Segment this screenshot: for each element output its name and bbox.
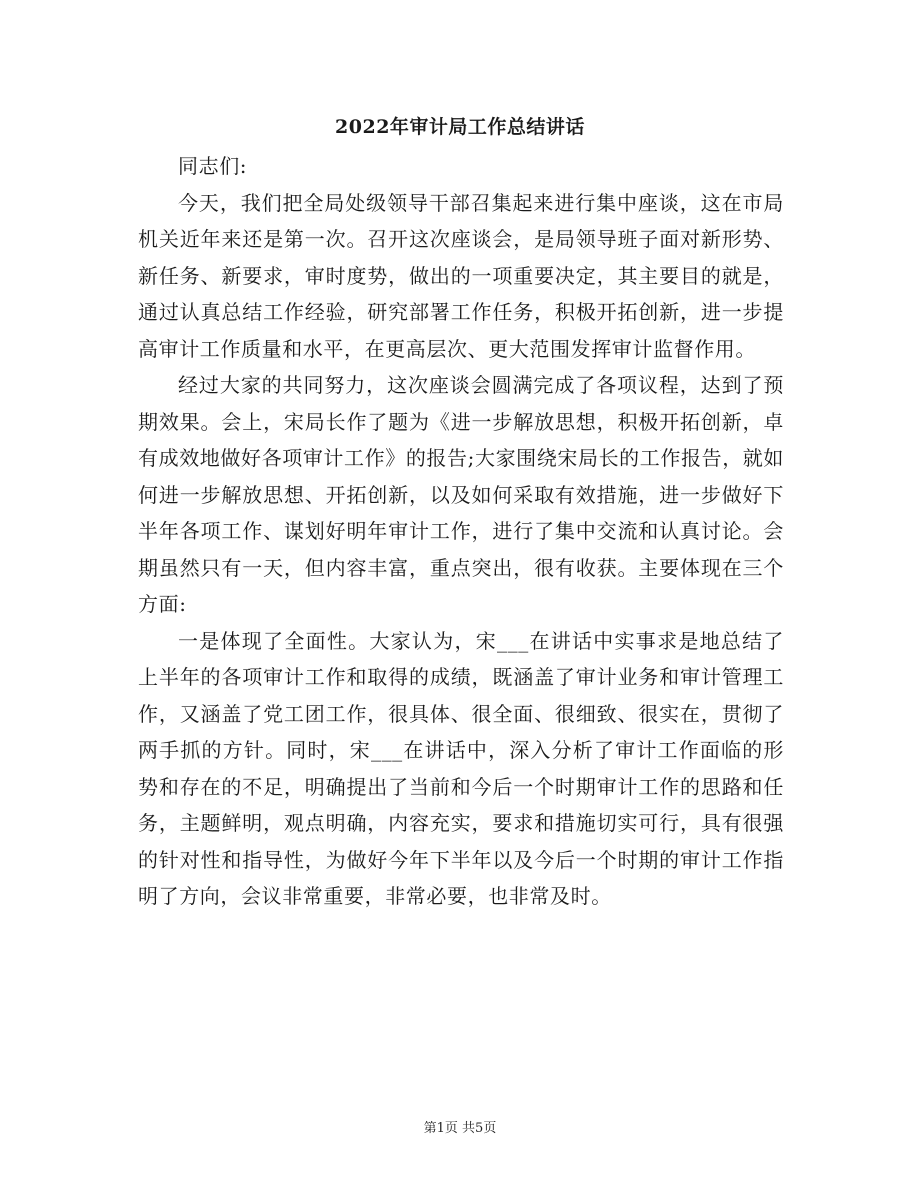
salutation: 同志们: (178, 154, 248, 178)
paragraph-1: 今天，我们把全局处级领导干部召集起来进行集中座谈，这在市局机关近年来还是第一次。召开这次座谈会，是局领导班子面对新形势、新任务、新要求，审时度势，做出的一项重要决定，其主要目的就是，通过认真总结工作经验，研究部署工作任务，积极开拓创新，进一步提高审计工作质量和水平，在更高层次、更大范围发挥审计监督作用。 (138, 190, 784, 361)
paragraph-2: 经过大家的共同努力，这次座谈会圆满完成了各项议程，达到了预期效果。会上，宋局长作了题为《进一步解放思想，积极开拓创新，卓有成效地做好各项审计工作》的报告;大家围绕宋局长的工作报告，就如何进一步解放思想、开拓创新，以及如何采取有效措施，进一步做好下半年各项工作、谋划好明年审计工作，进行了集中交流和认真讨论。会期虽然只有一天，但内容丰富，重点突出，很有收获。主要体现在三个方面: (138, 373, 784, 616)
document-title: 2022年审计局工作总结讲话 (335, 116, 585, 138)
page-number-footer: 第1页 共5页 (423, 1121, 497, 1136)
document-body (138, 148, 784, 915)
paragraph-3: 一是体现了全面性。大家认为，宋___在讲话中实事求是地总结了上半年的各项审计工作和取得的成绩，既涵盖了审计业务和审计管理工作，又涵盖了党工团工作，很具体、很全面、很细致、很实在，贯彻了两手抓的方针。同时，宋___在讲话中，深入分析了审计工作面临的形势和存在的不足，明确提出了当前和今后一个时期审计工作的思路和任务，主题鲜明，观点明确，内容充实，要求和措施切实可行，具有很强的针对性和指导性，为做好今年下半年以及今后一个时期的审计工作指明了方向，会议非常重要，非常必要，也非常及时。 (138, 628, 784, 908)
